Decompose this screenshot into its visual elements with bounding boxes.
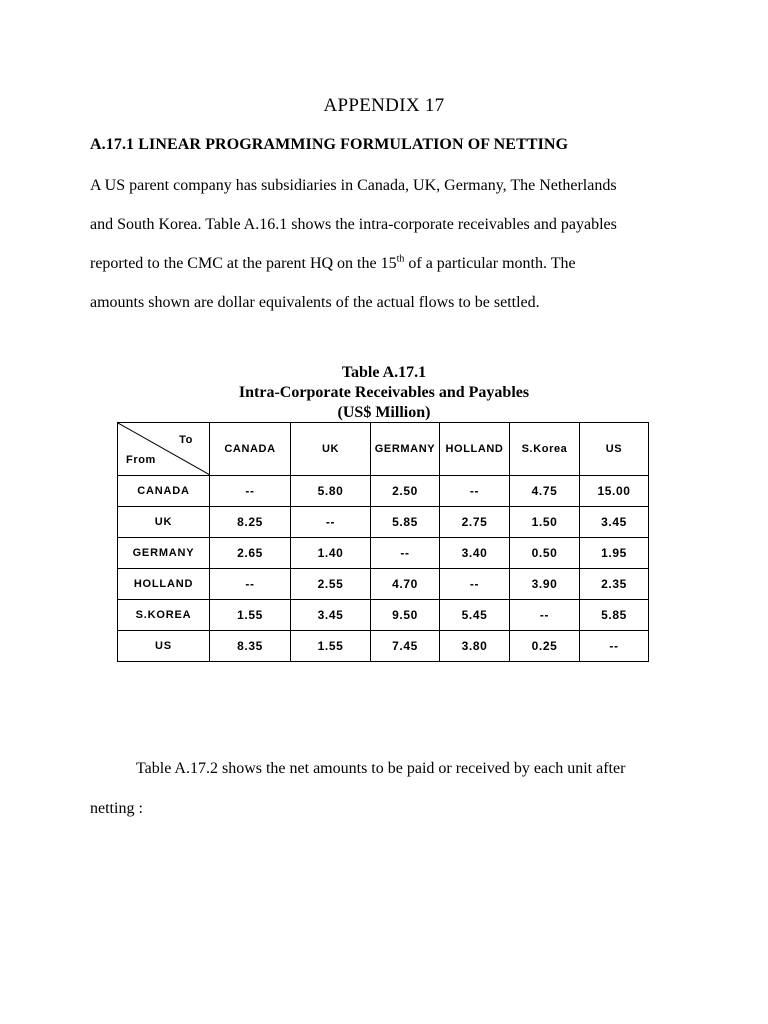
table-caption-title: Intra-Corporate Receivables and Payables	[238, 384, 530, 401]
table-cell: 3.45	[291, 600, 371, 631]
table-cell: 3.45	[580, 507, 649, 538]
table-cell: 9.50	[371, 600, 440, 631]
column-header: HOLLAND	[440, 423, 510, 476]
table-cell: 1.40	[291, 538, 371, 569]
table-cell: 1.55	[291, 631, 371, 662]
table-cell: 3.80	[440, 631, 510, 662]
intro-line-1: A US parent company has subsidiaries in Canada, UK, Germany, The Netherlands	[90, 177, 617, 194]
table-cell: 15.00	[580, 476, 649, 507]
table-cell: 5.85	[371, 507, 440, 538]
table-cell: --	[440, 569, 510, 600]
table-row	[118, 600, 649, 631]
table-cell: --	[210, 569, 291, 600]
table-row	[118, 476, 649, 507]
intro-paragraph	[90, 166, 690, 322]
row-header: GERMANY	[118, 538, 210, 569]
table-row	[118, 538, 649, 569]
closing-paragraph	[90, 749, 710, 829]
column-header: GERMANY	[371, 423, 440, 476]
table-cell: 2.75	[440, 507, 510, 538]
closing-line-1	[90, 749, 710, 789]
closing-line-1-text: Table A.17.2 shows the net amounts to be paid or received by each unit after	[136, 760, 626, 777]
intro-line-3	[90, 244, 690, 283]
table-cell: 5.85	[580, 600, 649, 631]
table-cell: 2.65	[210, 538, 291, 569]
table-cell: 2.55	[291, 569, 371, 600]
row-header: HOLLAND	[118, 569, 210, 600]
corner-to-label: To	[179, 434, 193, 446]
table-cell: 3.40	[440, 538, 510, 569]
table-cell: --	[371, 538, 440, 569]
row-header: US	[118, 631, 210, 662]
table-cell: 2.50	[371, 476, 440, 507]
table-cell: 1.95	[580, 538, 649, 569]
table-cell: 5.80	[291, 476, 371, 507]
table-cell: 4.70	[371, 569, 440, 600]
table-cell: --	[291, 507, 371, 538]
row-header: S.KOREA	[118, 600, 210, 631]
column-header: S.Korea	[510, 423, 580, 476]
table-cell: 3.90	[510, 569, 580, 600]
column-header: CANADA	[210, 423, 291, 476]
intro-line-3-after: of a particular month. The	[404, 255, 576, 272]
table-row	[118, 631, 649, 662]
table-cell: 5.45	[440, 600, 510, 631]
table-cell: 8.25	[210, 507, 291, 538]
table-caption-number: Table A.17.1	[341, 364, 427, 381]
intro-line-4: amounts shown are dollar equivalents of the actual flows to be settled.	[90, 294, 540, 311]
row-header: UK	[118, 507, 210, 538]
table-row	[118, 569, 649, 600]
table-header-row	[118, 423, 649, 476]
closing-line-2: netting :	[90, 800, 143, 817]
ordinal-suffix: th	[396, 253, 405, 265]
table-cell: 0.25	[510, 631, 580, 662]
table-cell: --	[510, 600, 580, 631]
table-row	[118, 507, 649, 538]
table-caption-units: (US$ Million)	[337, 404, 431, 421]
receivables-payables-table	[117, 422, 649, 662]
table-cell: --	[210, 476, 291, 507]
table-corner-cell	[118, 423, 210, 476]
table-cell: 1.55	[210, 600, 291, 631]
column-header: UK	[291, 423, 371, 476]
table-cell: 4.75	[510, 476, 580, 507]
table-cell: --	[580, 631, 649, 662]
table-cell: 2.35	[580, 569, 649, 600]
intro-line-3-before: reported to the CMC at the parent HQ on the 15	[90, 255, 397, 272]
appendix-title: APPENDIX 17	[323, 95, 445, 116]
corner-diagonal-line	[118, 423, 210, 475]
table-cell: 7.45	[371, 631, 440, 662]
table-cell: --	[440, 476, 510, 507]
section-heading: A.17.1 LINEAR PROGRAMMING FORMULATION OF NETTING	[90, 136, 569, 153]
column-header: US	[580, 423, 649, 476]
table-cell: 0.50	[510, 538, 580, 569]
corner-from-label: From	[126, 454, 156, 466]
intro-line-2: and South Korea. Table A.16.1 shows the intra-corporate receivables and payables	[90, 216, 617, 233]
table-cell: 8.35	[210, 631, 291, 662]
table-cell: 1.50	[510, 507, 580, 538]
row-header: CANADA	[118, 476, 210, 507]
